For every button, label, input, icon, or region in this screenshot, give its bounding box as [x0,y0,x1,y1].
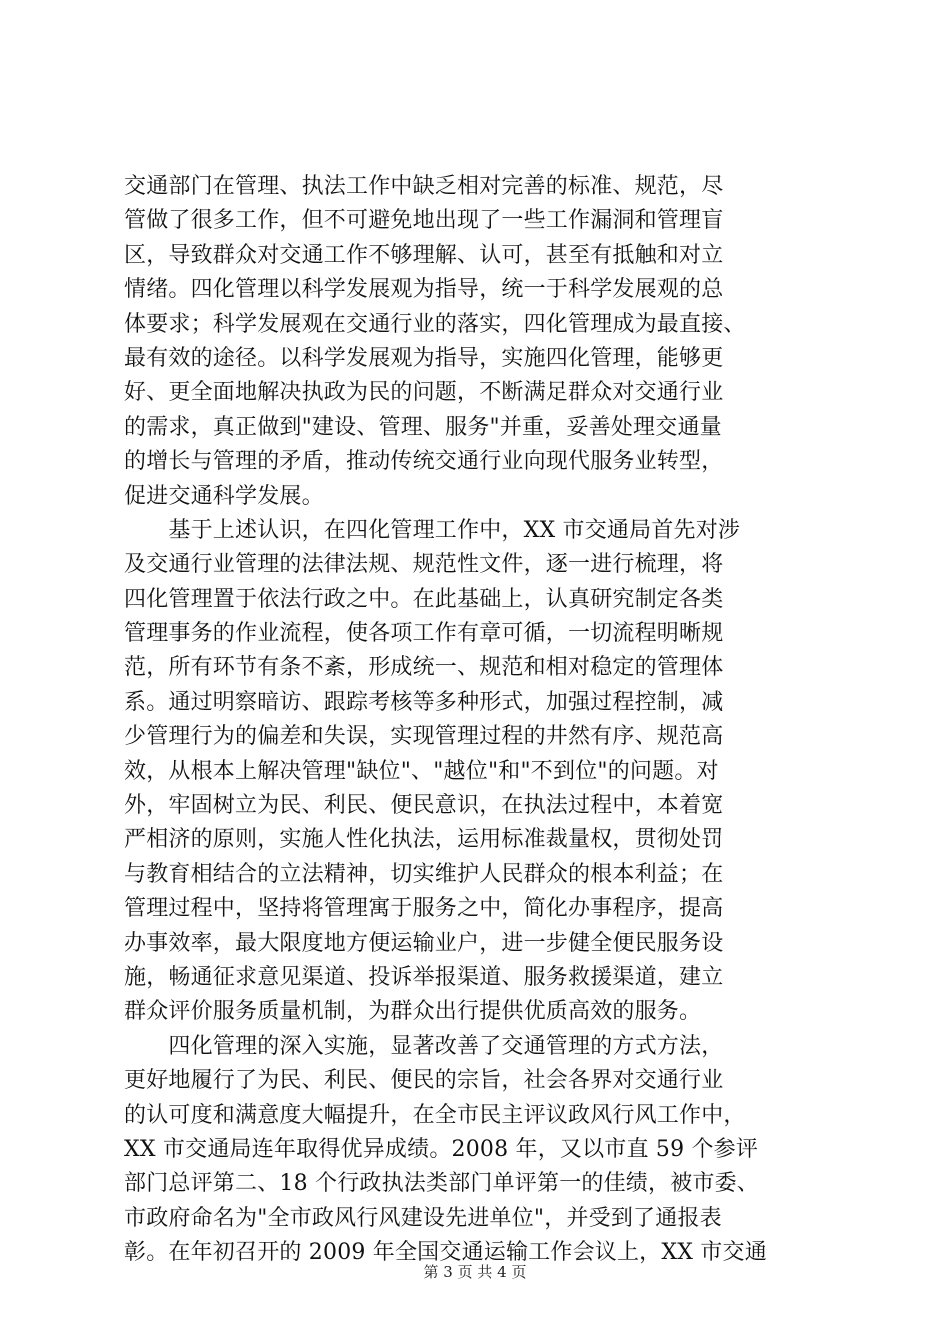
text-line: 少管理行为的偏差和失误，实现管理过程的井然有序、规范高 [124,724,724,750]
text-line: 系。通过明察暗访、跟踪考核等多种形式，加强过程控制，减 [124,689,724,715]
text-line: 施，畅通征求意见渠道、投诉举报渠道、服务救援渠道，建立 [124,964,724,990]
text-line: 的认可度和满意度大幅提升，在全市民主评议政风行风工作中， [124,1102,746,1128]
text-line: 及交通行业管理的法律法规、规范性文件，逐一进行梳理，将 [124,552,724,578]
text-line: 基于上述认识，在四化管理工作中，XX 市交通局首先对涉 [124,517,741,543]
text-line: 严相济的原则，实施人性化执法，运用标准裁量权，贯彻处罚 [124,827,724,853]
text-line: 体要求；科学发展观在交通行业的落实，四化管理成为最直接、 [124,311,746,337]
text-line: 管理过程中，坚持将管理寓于服务之中，简化办事程序，提高 [124,896,724,922]
text-line: 更好地履行了为民、利民、便民的宗旨，社会各界对交通行业 [124,1068,724,1094]
page-footer: 第 3 页 共 4 页 [423,1263,527,1281]
text-line: 四化管理置于依法行政之中。在此基础上，认真研究制定各类 [124,586,724,612]
text-line: 部门总评第二、18 个行政执法类部门单评第一的佳绩，被市委、 [124,1171,759,1197]
text-line: 促进交通科学发展。 [124,483,324,509]
text-line: 交通部门在管理、执法工作中缺乏相对完善的标准、规范，尽 [124,174,724,199]
text-line: 办事效率，最大限度地方便运输业户，进一步健全便民服务设 [124,930,724,956]
text-line: 群众评价服务质量机制，为群众出行提供优质高效的服务。 [124,999,702,1025]
text-line: 与教育相结合的立法精神，切实维护人民群众的根本利益；在 [124,861,724,887]
text-line: 好、更全面地解决执政为民的问题，不断满足群众对交通行业 [124,380,724,406]
text-line: 情绪。四化管理以科学发展观为指导，统一于科学发展观的总 [124,277,724,303]
text-line: 最有效的途径。以科学发展观为指导，实施四化管理，能够更 [124,345,724,371]
text-line: XX 市交通局连年取得优异成绩。2008 年，又以市直 59 个参评 [124,1136,759,1162]
text-line: 四化管理的深入实施，显著改善了交通管理的方式方法， [124,1033,724,1059]
text-line: 范，所有环节有条不紊，形成统一、规范和相对稳定的管理体 [124,655,724,681]
text-line: 市政府命名为"全市政风行风建设先进单位"，并受到了通报表 [124,1205,722,1231]
text-line: 效，从根本上解决管理"缺位"、"越位"和"不到位"的问题。对 [124,758,719,784]
text-line: 彰。在年初召开的 2009 年全国交通运输工作会议上，XX 市交通 [124,1240,767,1266]
text-line: 管做了很多工作，但不可避免地出现了一些工作漏洞和管理盲 [124,208,724,234]
text-line: 区，导致群众对交通工作不够理解、认可，甚至有抵触和对立 [124,242,724,268]
text-line: 的增长与管理的矛盾，推动传统交通行业向现代服务业转型， [124,449,724,475]
document-body [124,170,840,1271]
text-line: 管理事务的作业流程，使各项工作有章可循，一切流程明晰规 [124,621,724,647]
text-line: 的需求，真正做到"建设、管理、服务"并重，妥善处理交通量 [124,414,722,440]
text-line: 外，牢固树立为民、利民、便民意识，在执法过程中，本着宽 [124,793,724,819]
